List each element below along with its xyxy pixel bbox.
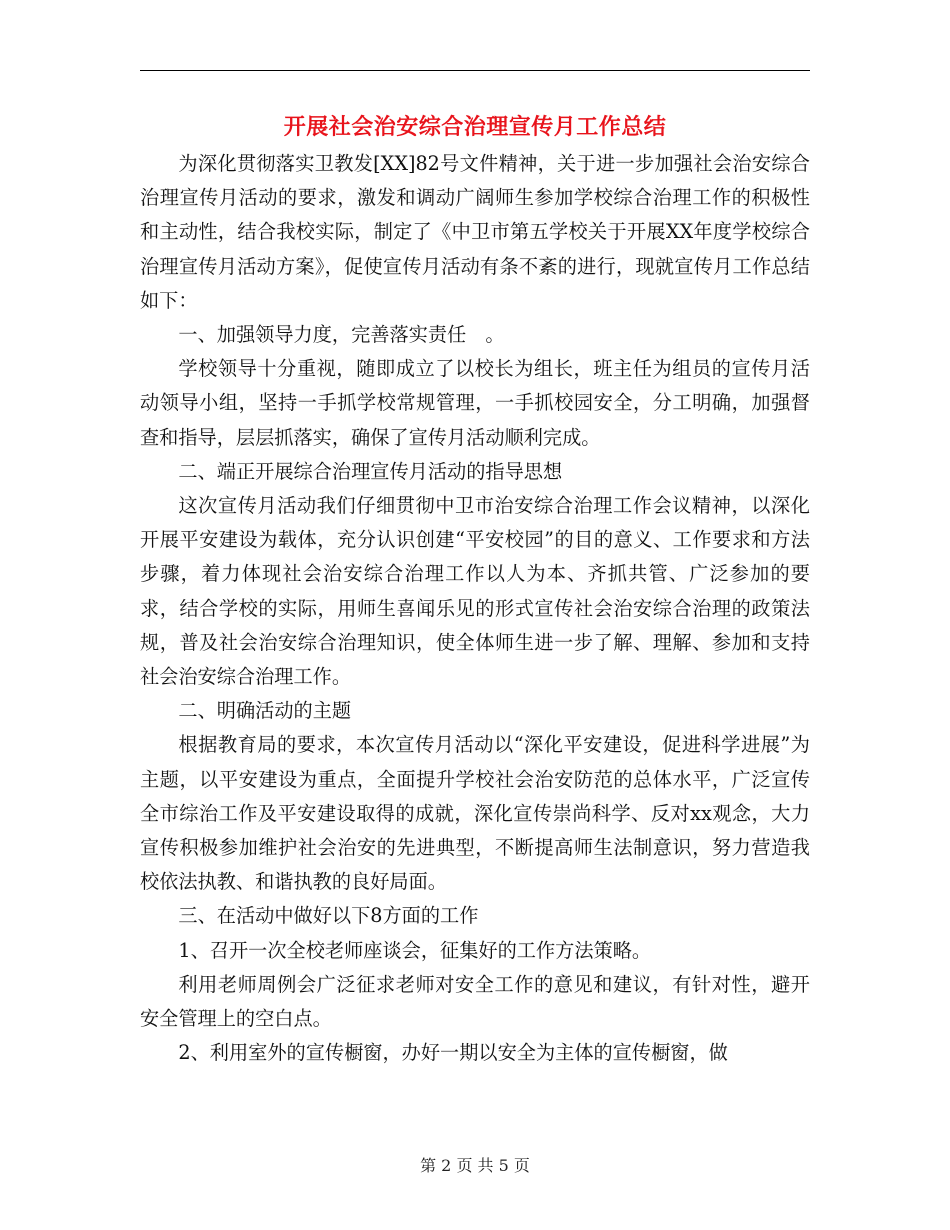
document-body (140, 147, 810, 1070)
section-heading-1: 一、加强领导力度，完善落实责任 。 (178, 323, 505, 347)
paragraph: 学校领导十分重视，随即成立了以校长为组长，班主任为组员的宣传月活动领导小组，坚持一手抓学校常规管理，一手抓校园安全，分工明确，加强督查和指导，层层抓落实，确保了宣传月活动顺利完成。 (140, 357, 810, 449)
paragraph: 根据教育局的要求，本次宣传月活动以“深化平安建设，促进科学进展”为主题，以平安建设为重点，全面提升学校社会治安防范的总体水平，广泛宣传全市综治工作及平安建设取得的成就，深化宣传崇尚科学、反对xx观念，大力宣传积极参加维护社会治安的先进典型，不断提高师生法制意识，努力营造我校依法执教、和谐执教的良好局面。 (140, 733, 810, 894)
section-heading-3: 二、明确活动的主题 (178, 699, 352, 723)
page-number-footer: 第 2 页 共 5 页 (420, 1156, 530, 1175)
paragraph: 利用老师周例会广泛征求老师对安全工作的意见和建议，有针对性，避开安全管理上的空白点。 (140, 972, 810, 1031)
header-rule (140, 70, 810, 71)
list-item-2: 2、利用室外的宣传橱窗，办好一期以安全为主体的宣传橱窗，做 (178, 1041, 728, 1065)
section-heading-4: 三、在活动中做好以下8方面的工作 (178, 904, 479, 928)
list-item-1: 1、召开一次全校老师座谈会，征集好的工作方法策略。 (178, 938, 652, 962)
section-heading-2: 二、端正开展综合治理宣传月活动的指导思想 (178, 459, 563, 483)
document-title: 开展社会治安综合治理宣传月工作总结 (283, 114, 667, 140)
paragraph: 这次宣传月活动我们仔细贯彻中卫市治安综合治理工作会议精神，以深化开展平安建设为载体，充分认识创建“平安校园”的目的意义、工作要求和方法步骤，着力体现社会治安综合治理工作以人为本、齐抓共管、广泛参加的要求，结合学校的实际，用师生喜闻乐见的形式宣传社会治安综合治理的政策法规，普及社会治安综合治理知识，使全体师生进一步了解、理解、参加和支持社会治安综合治理工作。 (140, 494, 810, 689)
paragraph-intro: 为深化贯彻落实卫教发[XX]82号文件精神，关于进一步加强社会治安综合治理宣传月活动的要求，激发和调动广阔师生参加学校综合治理工作的积极性和主动性，结合我校实际，制定了《中卫市第五学校关于开展XX年度学校综合治理宣传月活动方案》，促使宣传月活动有条不紊的进行，现就宣传月工作总结如下： (140, 152, 810, 312)
